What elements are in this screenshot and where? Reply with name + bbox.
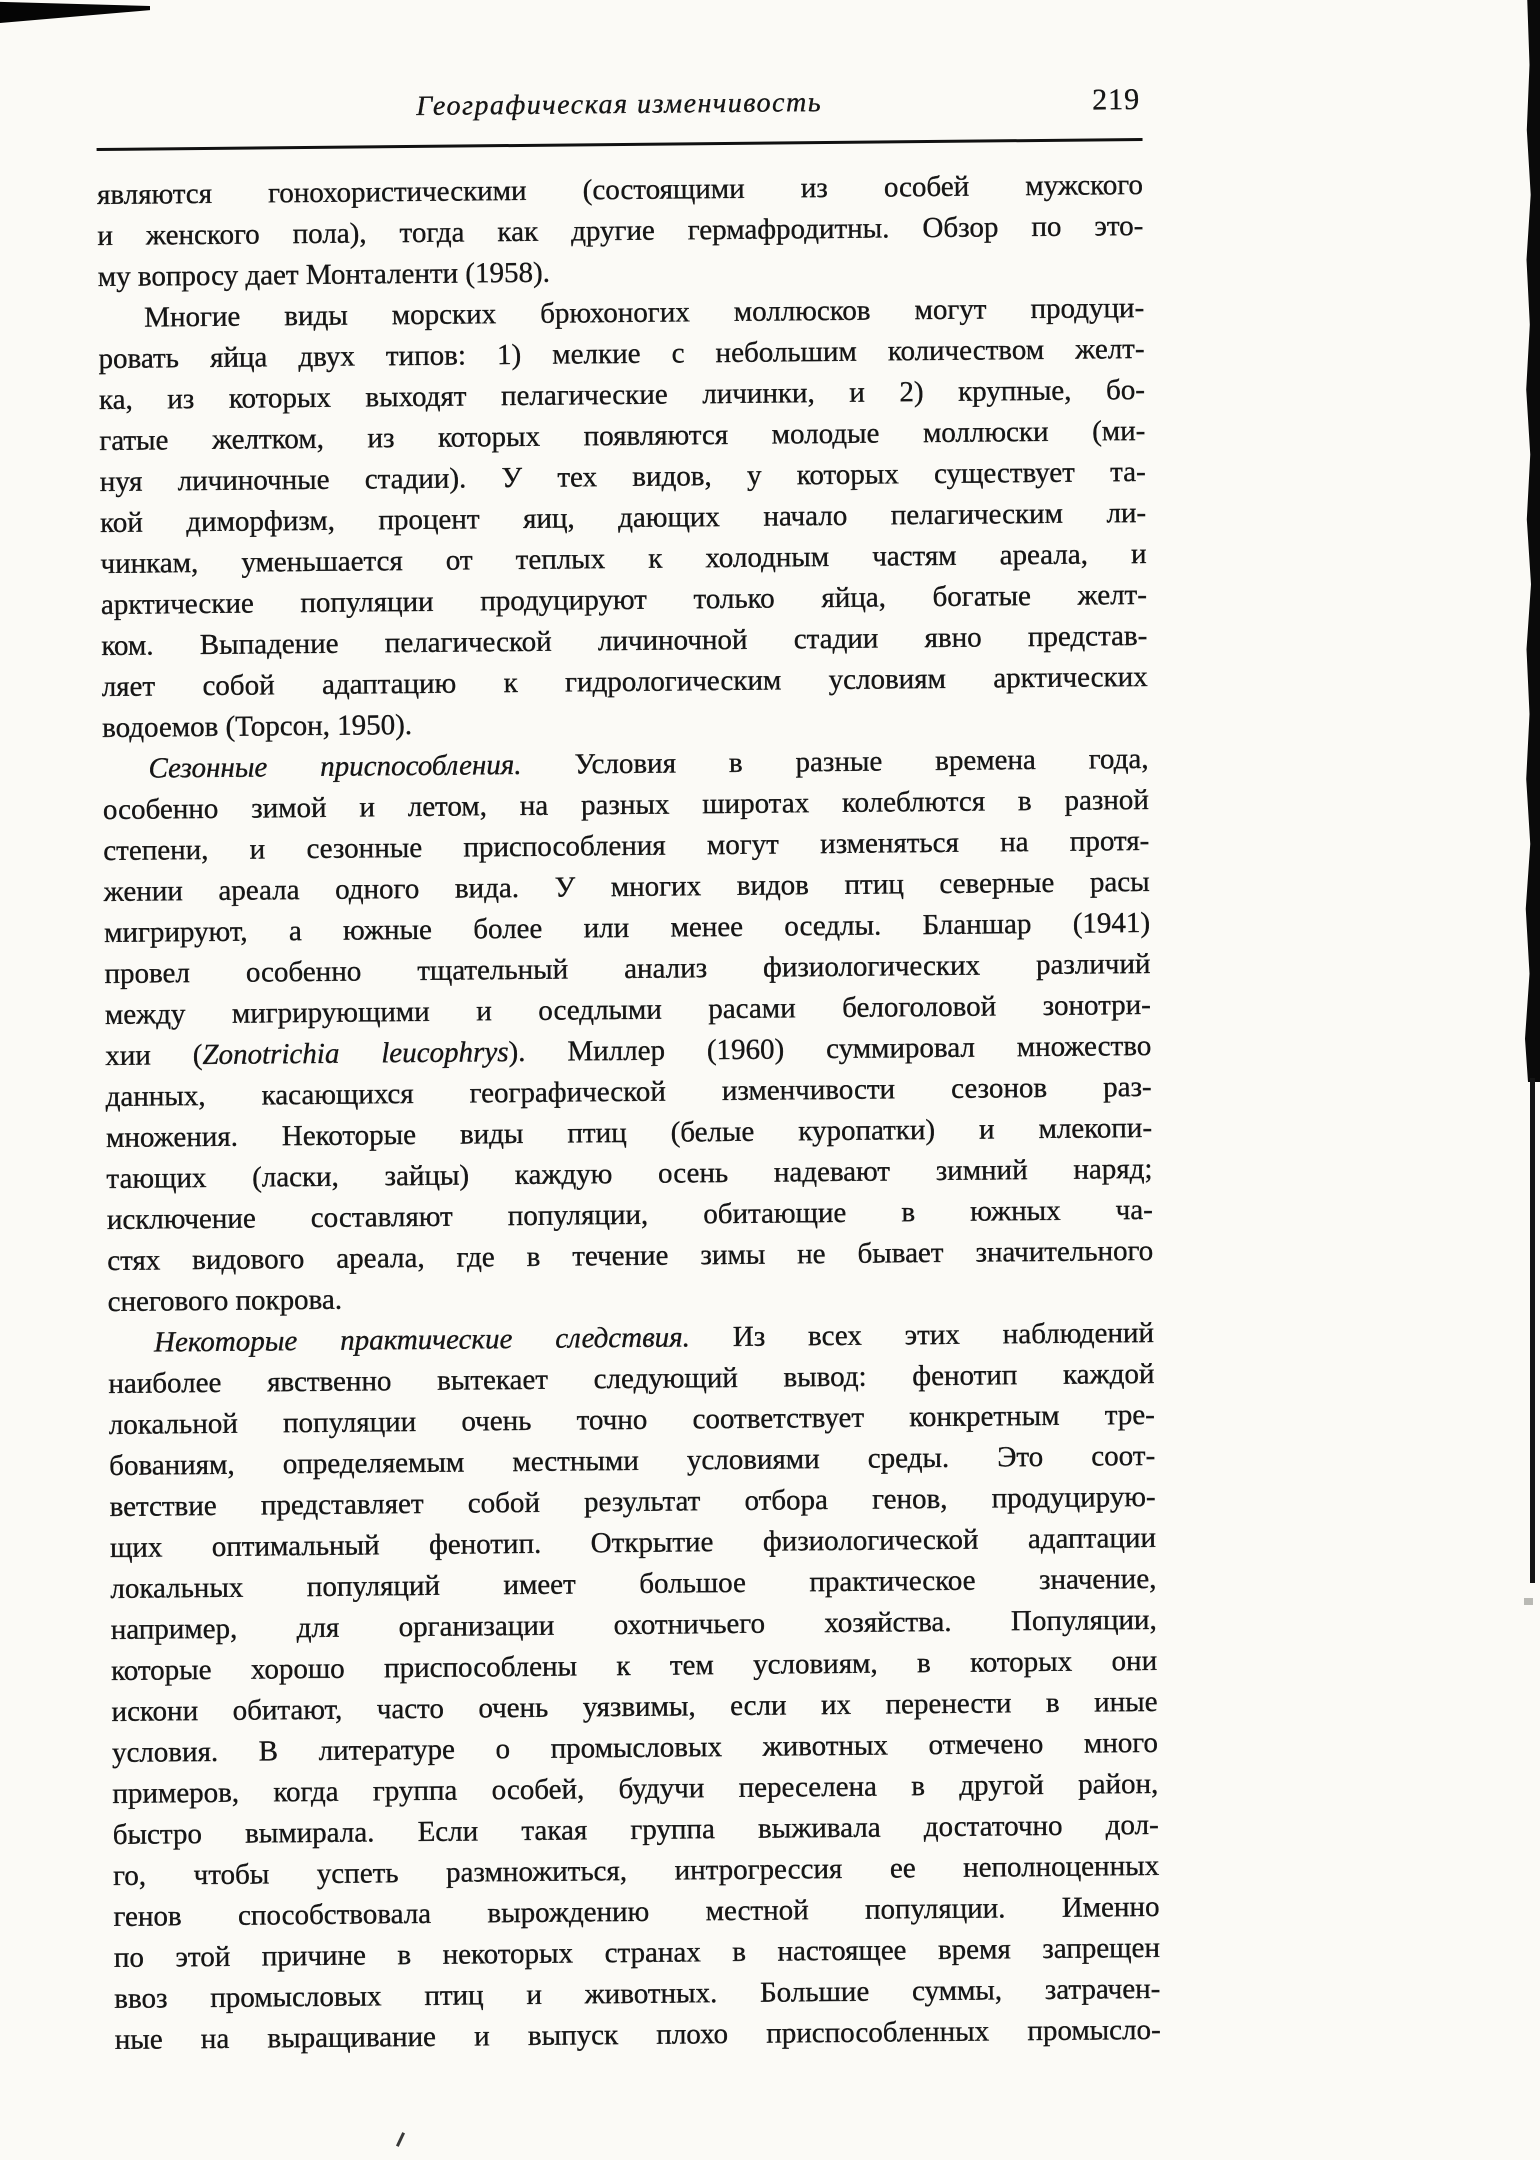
text-segment: по этой причине в некоторых странах в настоящее время запрещен xyxy=(113,1931,1161,1974)
text-segment: ляет собой адаптацию к гидрологическим условиям арктических xyxy=(101,660,1148,703)
page-number: 219 xyxy=(1091,82,1141,117)
text-segment: и женского пола), тогда как другие гермафродитны. Обзор по это- xyxy=(97,209,1144,253)
scan-artifact-corner-wedge xyxy=(0,0,150,23)
text-segment: го, чтобы успеть размножиться, интрогрессия ее неполноценных xyxy=(113,1849,1160,1892)
scan-artifact-spine-shadow xyxy=(1525,0,1540,1082)
text-segment: примеров, когда группа особей, будучи переселена в другой район, xyxy=(112,1767,1159,1810)
text-segment: ветствие представляет собой результат отбора генов, продуцирую- xyxy=(109,1480,1156,1523)
scan-artifact-dot xyxy=(1524,1598,1533,1605)
text-segment: тающих (ласки, зайцы) каждую осень надевают зимний наряд; xyxy=(106,1152,1153,1195)
text-segment: снегового покрова. xyxy=(107,1283,343,1318)
italic-text: Сезонные приспособления. xyxy=(148,748,522,785)
text-segment: степени, и сезонные приспособления могут изменяться на протя- xyxy=(103,824,1150,867)
text-segment: Из всех этих наблюдений xyxy=(689,1316,1155,1354)
text-segment: ка, из которых выходят пелагические личинки, и 2) крупные, бо- xyxy=(98,373,1146,417)
text-segment: ввоз промысловых птиц и животных. Большие суммы, затрачен- xyxy=(114,1972,1161,2015)
running-title: Географическая изменчивость xyxy=(416,87,823,122)
italic-text: Zonotrichia leucophrys xyxy=(202,1036,509,1072)
text-segment: наиболее явственно вытекает следующий вывод: фенотип каждой xyxy=(108,1357,1155,1400)
text-segment: исключение составляют популяции, обитающие в южных ча- xyxy=(106,1193,1153,1236)
text-segment: бованиям, определяемым местными условиями среды. Это соот- xyxy=(109,1439,1156,1482)
text-segment: данных, касающихся географической изменчивости сезонов раз- xyxy=(105,1070,1152,1113)
text-segment: быстро вымирала. Если такая группа выживала достаточно дол- xyxy=(112,1808,1159,1851)
text-segment: му вопросу дает Монталенти (1958). xyxy=(97,256,551,294)
scan-artifact-stray-mark xyxy=(396,2132,405,2147)
text-segment: ровать яйца двух типов: 1) мелкие с небольшим количеством желт- xyxy=(98,332,1145,376)
scan-artifact-spine-line xyxy=(1530,1078,1535,1583)
text-segment: стях видового ареала, где в течение зимы не бывает значительного xyxy=(107,1234,1154,1277)
text-line xyxy=(115,2010,1161,2061)
text-segment: гатые желтком, из которых появляются молодые моллюски (ми- xyxy=(99,414,1146,458)
text-segment: множения. Некоторые виды птиц (белые куропатки) и млекопи- xyxy=(105,1111,1153,1154)
text-segment: ком. Выпадение пелагической личиночной стадии явно представ- xyxy=(101,619,1148,662)
text-segment: ные на выращивание и выпуск плохо приспособленных промысло- xyxy=(114,2013,1161,2056)
text-segment: провел особенно тщательный анализ физиологических различий xyxy=(104,947,1151,990)
text-segment: кой диморфизм, процент яиц, дающих начало пелагическим ли- xyxy=(100,496,1147,539)
text-segment: генов способствовала вырождению местной популяции. Именно xyxy=(113,1890,1160,1933)
text-segment: Условия в разные времена года, xyxy=(521,742,1149,781)
page-content xyxy=(96,81,1161,2061)
italic-text: Некоторые практические следствия. xyxy=(153,1321,691,1359)
text-segment: нуя личиночные стадии). У тех видов, у которых существует та- xyxy=(99,455,1146,499)
text-segment: ). Миллер (1960) суммировал множество xyxy=(508,1029,1152,1069)
text-segment: мигрируют, а южные более или менее оседлы. Бланшар (1941) xyxy=(103,906,1151,949)
text-segment: чинкам, уменьшается от теплых к холодным частям ареала, и xyxy=(100,537,1147,580)
text-segment: арктические популяции продуцируют только яйца, богатые желт- xyxy=(100,578,1148,621)
header-rule xyxy=(97,138,1143,151)
text-segment: локальных популяций имеет большое практическое значение, xyxy=(110,1562,1157,1605)
text-segment: являются гонохористическими (состоящими из особей мужского xyxy=(96,168,1144,212)
text-segment: хии ( xyxy=(105,1039,203,1072)
text-segment: Многие виды морских брюхоногих моллюсков могут продуци- xyxy=(144,291,1145,334)
text-segment: которые хорошо приспособлены к тем условиям, в которых они xyxy=(111,1644,1158,1687)
text-segment: особенно зимой и летом, на разных широтах колеблются в разной xyxy=(102,783,1150,826)
text-segment: водоемов (Торсон, 1950). xyxy=(101,709,413,744)
text-segment: между мигрирующими и оседлыми расами белоголовой зонотри- xyxy=(104,988,1151,1031)
text-segment: например, для организации охотничьего хозяйства. Популяции, xyxy=(110,1603,1157,1646)
text-segment: щих оптимальный фенотип. Открытие физиологической адаптации xyxy=(109,1521,1157,1564)
page-text xyxy=(97,165,1161,2061)
text-segment: жении ареала одного вида. У многих видов птиц северные расы xyxy=(103,865,1150,908)
page-header xyxy=(96,81,1143,151)
text-segment: искони обитают, часто очень уязвимы, если их перенести в иные xyxy=(111,1685,1158,1728)
text-segment: локальной популяции очень точно соответствует конкретным тре- xyxy=(108,1398,1155,1441)
text-segment: условия. В литературе о промысловых животных отмечено много xyxy=(111,1726,1159,1769)
